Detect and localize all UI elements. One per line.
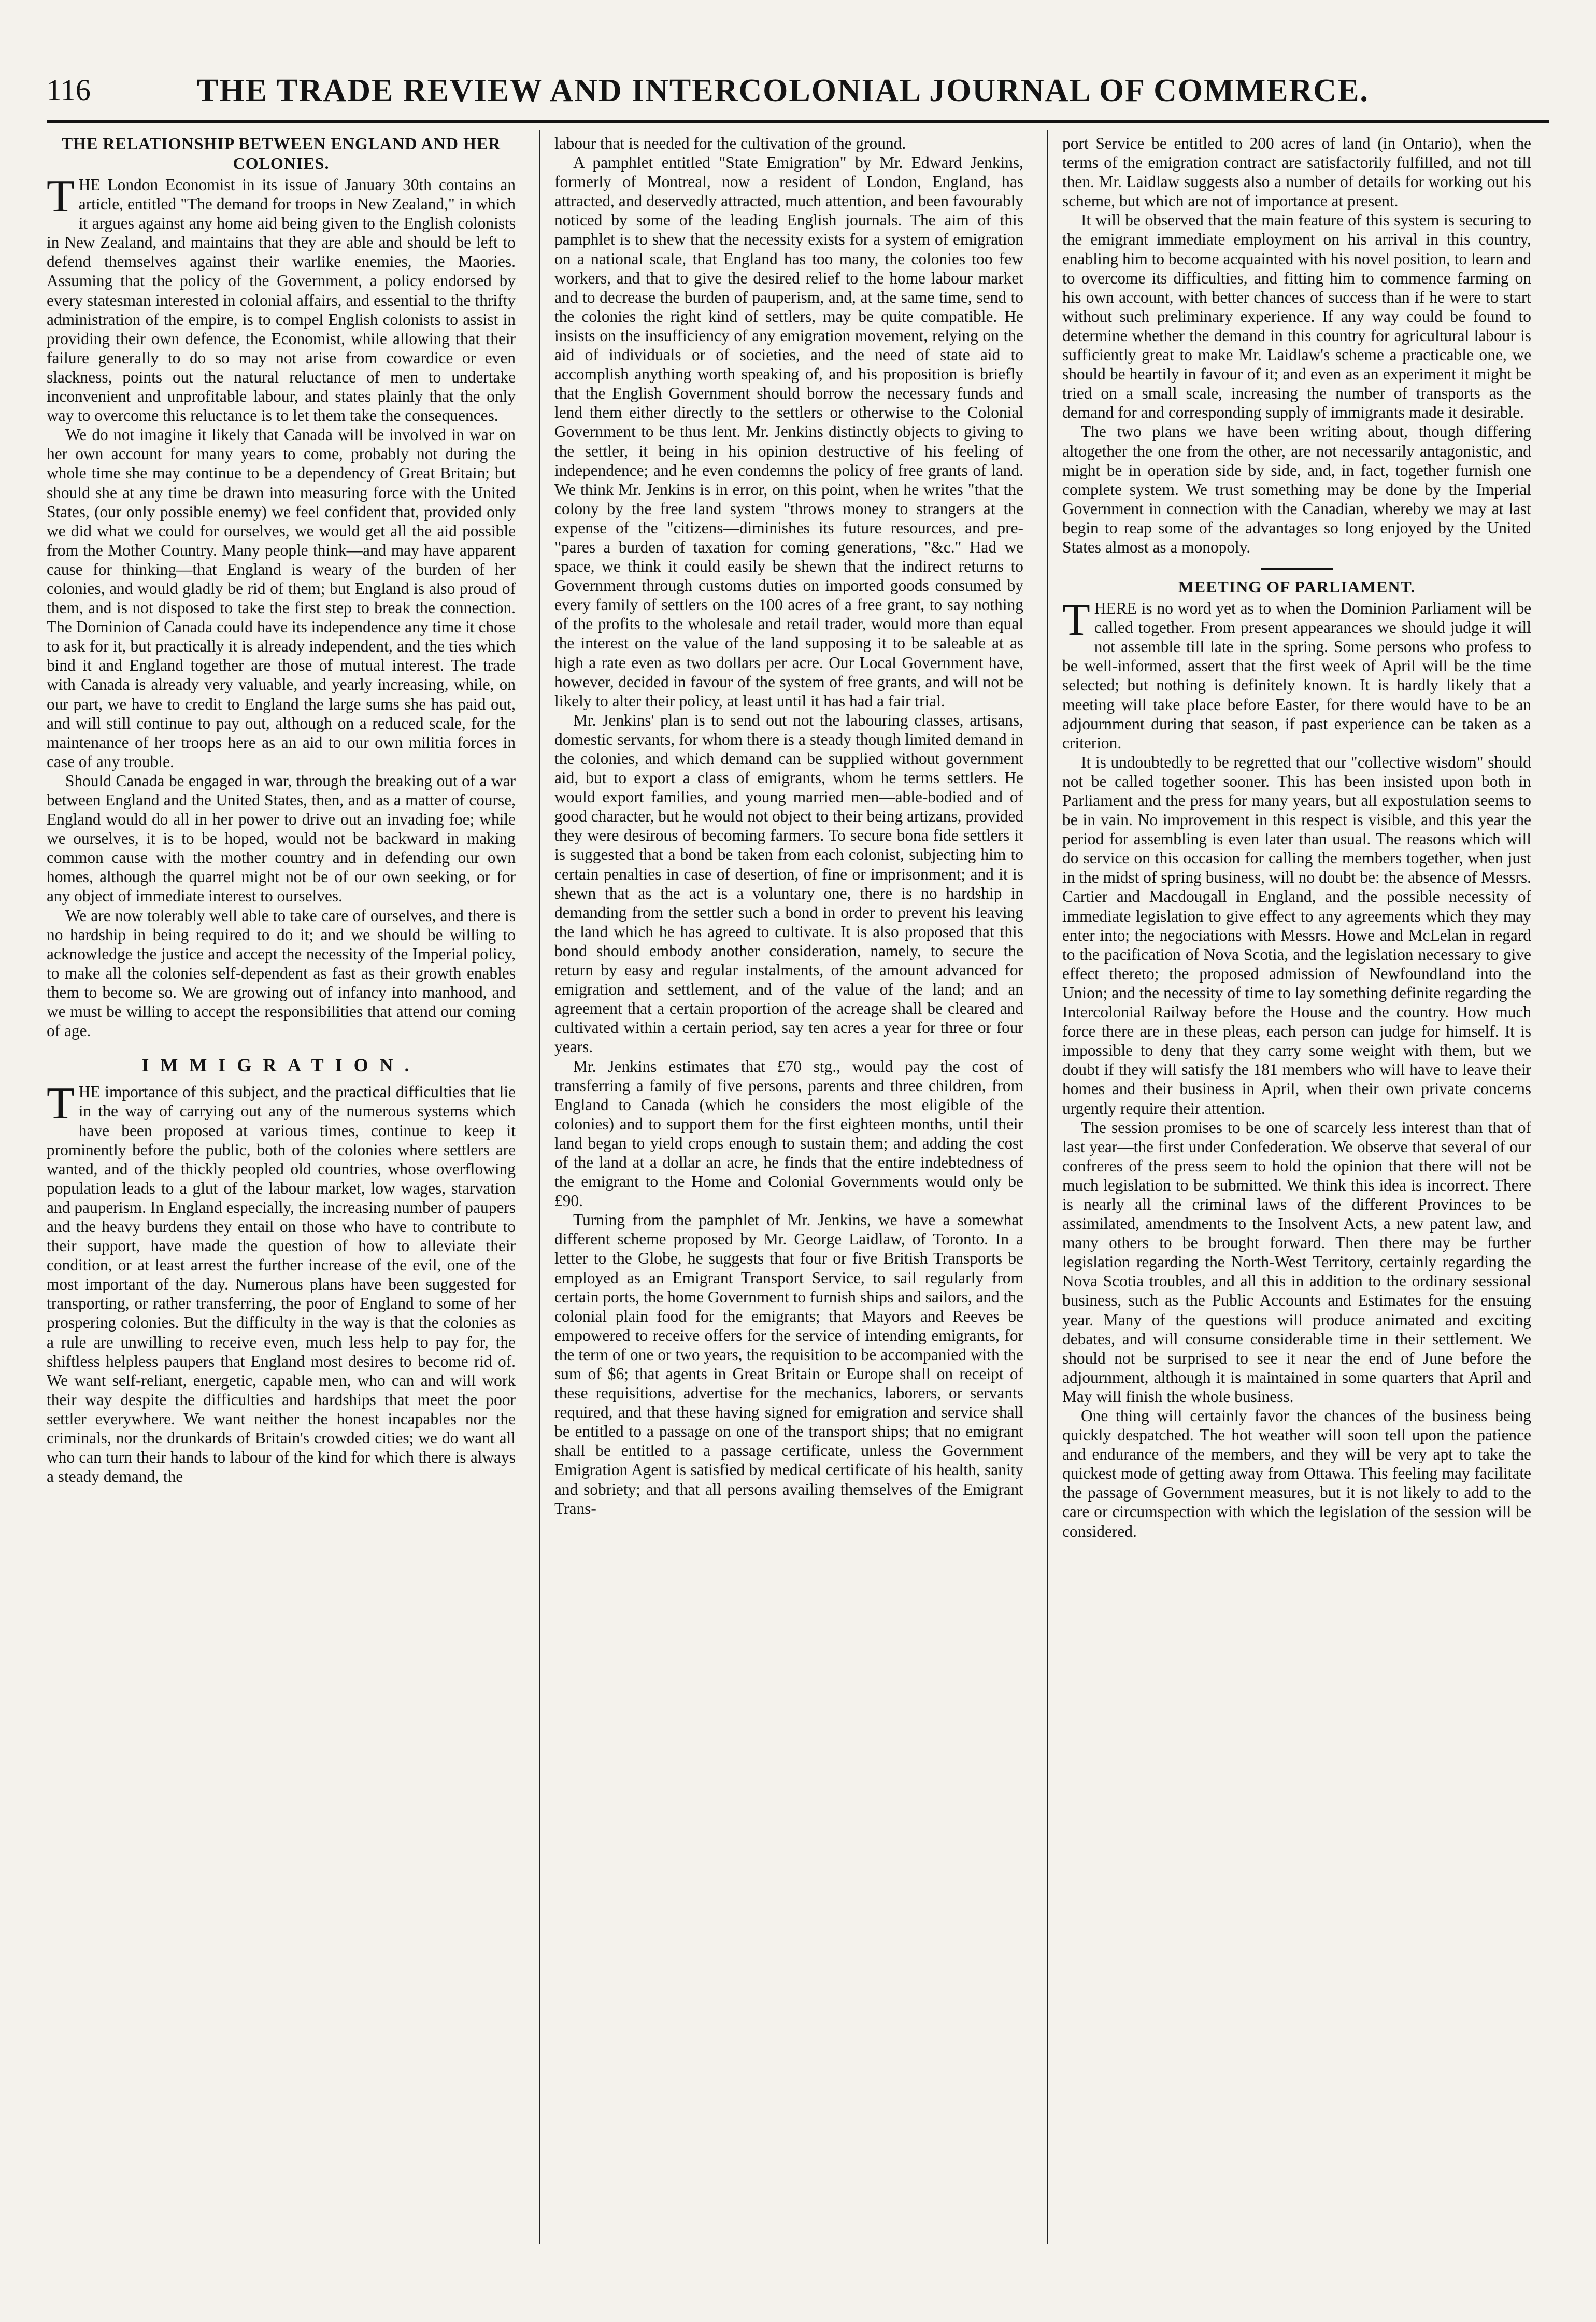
paragraph <box>1062 595 1531 753</box>
page-number: 116 <box>47 73 91 107</box>
article-title: MEETING OF PARLIAMENT. <box>1178 577 1416 597</box>
column-1 <box>47 134 516 2247</box>
paragraph: We are now tolerably well able to take care of ourselves, and there is no hardship in being required to do it; and we should be willing to acknowledge the justice and accept the necessity of the Imperial policy, to make all the colonies self-dependent as fast as their growth enables them to become so. We are growing out of infancy into manhood, and we must be willing to accept the responsibilities that attend our coming of age. <box>47 906 516 1040</box>
column-3 <box>1062 134 1531 2247</box>
drop-cap: T <box>47 172 75 222</box>
journal-title: THE TRADE REVIEW AND INTERCOLONIAL JOURNAL OF COMMERCE. <box>197 73 1369 108</box>
article-title: IMMIGRATION. <box>141 1055 421 1076</box>
paragraph: One thing will certainly favor the chances of the business being quickly despatched. The hot weather will soon tell upon the patience and endurance of the members, and they will be very apt to take the quickest mode of getting away from Ottawa. This feeling may facilitate the passage of Government measures, but it is not likely to add to the care or circumspection with which the legislation of the session will be considered. <box>1062 1407 1531 1540</box>
paragraph: We do not imagine it likely that Canada will be involved in war on her own account for many years to come, probably not during the whole time she may continue to be a dependency of Great Britain; but should she at any time be drawn into measuring force with the United States, (our only possible enemy) we feel confident that, provided only we did what we could for ourselves, we would get all the aid possible from the Mother Country. Many people think—and may have apparent cause for thinking—that England is weary of the burden of her colonies, and would gladly be rid of them; but England is also proud of them, and is not disposed to take the first step to break the connection. The Dominion of Canada could have its independence any time it chose to ask for it, but practically it is already independent, and the ties which bind it and England together are those of mutual interest. The trade with Canada is already very valuable, and yearly increasing, while, on our part, we have to credit to England the large sums she has paid out, and will still continue to pay out, although on a reduced scale, for the maintenance of her troops here as an aid to our own militia forces in case of any trouble. <box>47 426 516 771</box>
column-divider <box>1047 130 1048 2244</box>
paragraph-text: HE London Economist in its issue of January 30th contains an article, entitled "The demand for troops in New Zealand," in which it argues against any home aid being given to the English colonists in New Zealand, and maintains that they are able and should be left to defend themselves against their warlike enemies, the Maories. Assuming that the policy of the Government, a policy endorsed by every statesman interested in colonial affairs, and essential to the thrifty administration of the empire, is to compel English colonists to assist in providing their own defence, the Economist, while allowing that their failure generally to do so may not arise from cowardice or even slackness, points out the natural reluctance of men to undertake inconvenient and unprofitable labour, and states plainly that the only way to overcome this reluctance is to let them take the consequences. <box>47 176 516 425</box>
paragraph <box>47 1079 516 1486</box>
column-2 <box>554 134 1023 2247</box>
section-rule <box>1261 568 1333 570</box>
paragraph: The two plans we have been writing about, though differing altogether the one from the other, are not necessarily antagonistic, and might be in operation side by side, and, in fact, together furnish one complete system. We trust something may be done by the Imperial Government in connection with the Canadian, whereby we may at last begin to reap some of the advantages so long enjoyed by the United States almost as a monopoly. <box>1062 422 1531 556</box>
paragraph <box>47 172 516 425</box>
paragraph: labour that is needed for the cultivation of the ground. <box>554 134 906 152</box>
page-header <box>47 67 1549 119</box>
paragraph: port Service be entitled to 200 acres of land (in Ontario), when the terms of the emigration contract are satisfactorily fulfilled, and not till then. Mr. Laidlaw suggests also a number of details for working out his scheme, but which are not of importance at present. <box>1062 134 1531 210</box>
paragraph: Turning from the pamphlet of Mr. Jenkins, we have a somewhat different scheme proposed by Mr. George Laidlaw, of Toronto. In a letter to the Globe, he suggests that four or five British Transports be employed as an Emigrant Transport Service, to sail regularly from certain ports, the home Government to furnish ships and sailors, and the colonial plain food for the emigrants; that Mayors and Reeves be empowered to receive offers for the service of intending emigrants, for the term of one or two years, the requisition to be accompanied with the sum of $6; that agents in Great Britain or Europe shall on receipt of these requisitions, advertise for the mechanics, laborers, or servants required, and that these having signed for emigration and service shall be entitled to a passage on one of the transport ships; that no emigrant shall be entitled to a passage certificate, unless the Government Emigration Agent is satisfied by medical certificate of his health, sanity and sobriety; and that all persons availing themselves of the Emigrant Trans- <box>554 1211 1023 1518</box>
paragraph-text: HERE is no word yet as to when the Dominion Parliament will be called together. From present appearances we should judge it will not assemble till late in the spring. Some persons who profess to be well-informed, assert that the first week of April will be the time selected; but nothing is definitely known. It is hardly likely that a meeting will take place before Easter, for there would have to be an adjournment during that season, if past experience can be taken as a criterion. <box>1062 599 1531 752</box>
paragraph: The session promises to be one of scarcely less interest than that of last year—the first under Confederation. We observe that several of our confreres of the press seem to hold the opinion that there will not be much legislation to be submitted. We think this idea is incorrect. There is nearly all the criminal laws of the different Provinces to be assimilated, amendments to the Insolvent Acts, a new patent law, and many others to be brought forward. Then there may be further legislation regarding the North-West Territory, certainly regarding the Nova Scotia troubles, and all this in addition to the ordinary sessional business, such as the Public Accounts and Estimates for the ensuing year. Many of the questions will produce animated and exciting debates, and will consume considerable time in their settlement. We should not be surprised to see it near the end of June before the adjournment, although it is maintained in some quarters that April and May will finish the whole business. <box>1062 1118 1531 1406</box>
drop-cap: T <box>1062 595 1090 646</box>
paragraph: Mr. Jenkins' plan is to send out not the labouring classes, artisans, domestic servants, for whom there is a steady though limited demand in the colonies, and which demand can be supplied without government aid, but to export a class of emigrants, whom he terms settlers. He would export families, and young married men—able-bodied and of good character, but he would not object to their being artizans, provided they were desirous of becoming farmers. To secure bona fide settlers it is suggested that a bond be taken from each colonist, subjecting him to certain penalties in case of desertion, of fine or imprisonment; and it is shewn that as the act is a voluntary one, there is no hardship in demanding from the settler such a bond in order to prevent his leaving the land which he has agreed to cultivate. It is also proposed that this bond should embody another consideration, namely, to secure the return by easy and regular instalments, of the amount advanced for emigration and settlement, and of the value of the land; and an agreement that a certain proportion of the acreage shall be cleared and cultivated within a certain period, say ten acres a year for three or four years. <box>554 711 1023 1056</box>
paragraph: It will be observed that the main feature of this system is securing to the emigrant immediate employment on his arrival in this country, enabling him to become acquainted with his novel position, to learn and to overcome its difficulties, and fitting him to commence farming on his own account, with better chances of success than if he were to start without such preliminary experience. If any way could be found to determine whether the demand in this country for agricultural labour is sufficiently great to make Mr. Laidlaw's scheme a practicable one, we should be heartily in favour of it; and even as an experiment it might be tried on a small scale, increasing the number of transports as the demand for and corresponding supply of immigrants made it desirable. <box>1062 211 1531 422</box>
paragraph: Mr. Jenkins estimates that £70 stg., would pay the cost of transferring a family of five persons, parents and three children, from England to Canada (which he considers the most eligible of the colonies) and to support them for the first eighteen months, until their land began to yield crops enough to sustain them; and adding the cost of the land at a dollar an acre, he finds that the entire indebtedness of the emigrant to the Home and Colonial Governments would only be £90. <box>554 1057 1023 1210</box>
paragraph-text: HE importance of this subject, and the practical difficulties that lie in the way of carrying out any of the numerous systems which have been proposed at various times, continue to keep it prominently before the public, both of the colonies where settlers are wanted, and of the thickly peopled old countries, whose overflowing population leads to a glut of the labour market, low wages, starvation and pauperism. In England especially, the increasing number of paupers and the heavy burdens they entail on those who have to contribute to their support, have made the question of how to alleviate their condition, or at least arrest the further increase of the evil, one of the most important of the day. Numerous plans have been suggested for transporting, or rather transferring, the poor of England to some of her prospering colonies. But the difficulty in the way is that the colonies as a rule are unwilling to receive even, much less help to pay for, the shiftless helpless paupers that England most desires to become rid of. We want self-reliant, energetic, capable men, who can and will work their way despite the difficulties and hardships that meet the poor settler everywhere. We want neither the honest incapables nor the criminals, nor the drunkards of Britain's crowded cities; we do want all who can turn their hands to labour of the kind for which there is always a steady demand, the <box>47 1083 516 1486</box>
drop-cap: T <box>47 1079 75 1129</box>
article-title: THE RELATIONSHIP BETWEEN ENGLAND AND HER COLONIES. <box>61 134 501 173</box>
column-divider <box>539 130 540 2244</box>
header-rule <box>47 120 1549 123</box>
paragraph: It is undoubtedly to be regretted that our "collective wisdom" should not be called together sooner. This has been insisted upon both in Parliament and the press for many years, but all expostulation seems to be in vain. No improvement in this respect is visible, and this year the period for assembling is even later than usual. The reasons which will do service on this occasion for calling the members together, when just in the midst of spring business, will no doubt be: the absence of Messrs. Cartier and Macdougall in England, and the possible necessity of immediate legislation to give effect to any agreements which they may enter into; the negociations with Messrs. Howe and McLelan in regard to the pacification of Nova Scotia, and the legislation necessary to give effect thereto; the proposed admission of Newfoundland into the Union; and the necessity of time to lay something definite regarding the Intercolonial Railway before the House and the country. How much force there are in these pleas, each person can judge for himself. It is impossible to deny that they carry some weight with them, but we doubt if they will satisfy the 181 members who will have to leave their homes and their business in April, when their own private concerns urgently require their attention. <box>1062 753 1531 1117</box>
paragraph: Should Canada be engaged in war, through the breaking out of a war between England and the United States, then, and as a matter of course, England would do all in her power to drive out an invading foe; while we ourselves, it is to be hoped, would not be backward in making common cause with the mother country and in defending our own homes, although the quarrel might not be of our own seeking, or for any object of immediate interest to ourselves. <box>47 771 516 905</box>
paragraph: A pamphlet entitled "State Emigration" by Mr. Edward Jenkins, formerly of Montreal, now a resident of London, England, has attracted, and deservedly attracted, much attention, and been favourably noticed by some of the leading English journals. The aim of this pamphlet is to shew that the necessity exists for a system of emigration on a national scale, that England has too many, the colonies too few workers, and that to give the desired relief to the home labour market and to decrease the burden of pauperism, and, at the same time, send to the colonies the right kind of settlers, may be quite compatible. He insists on the insufficiency of any emigration movement, relying on the aid of individuals or of societies, and the need of state aid to accomplish anything worth speaking of, and his proposition is briefly that the English Government should borrow the necessary funds and lend them either directly to the settlers or otherwise to the Colonial Government to be thus lent. Mr. Jenkins distinctly objects to giving to the settler, it being in his opinion destructive of his feeling of independence; and he even condemns the policy of free grants of land. We think Mr. Jenkins is in error, on this point, when he writes "that the colony by the free land system "throws money to strangers at the expense of the "citizens—diminishes its future resources, and pre-"pares a burden of taxation for coming generations, "&c." Had we space, we think it could easily be shewn that the indirect returns to Government through customs duties on imported goods consumed by every family of settlers on the 100 acres of a free grant, to say nothing of the profits to the wholesale and retail trader, would more than equal the interest on the value of the land supposing it to be saleable at as high a rate even as two dollars per acre. Our Local Government have, however, decided in favour of the system of free grants, and will not be likely to alter their policy, at least until it has had a fair trial. <box>554 153 1023 710</box>
